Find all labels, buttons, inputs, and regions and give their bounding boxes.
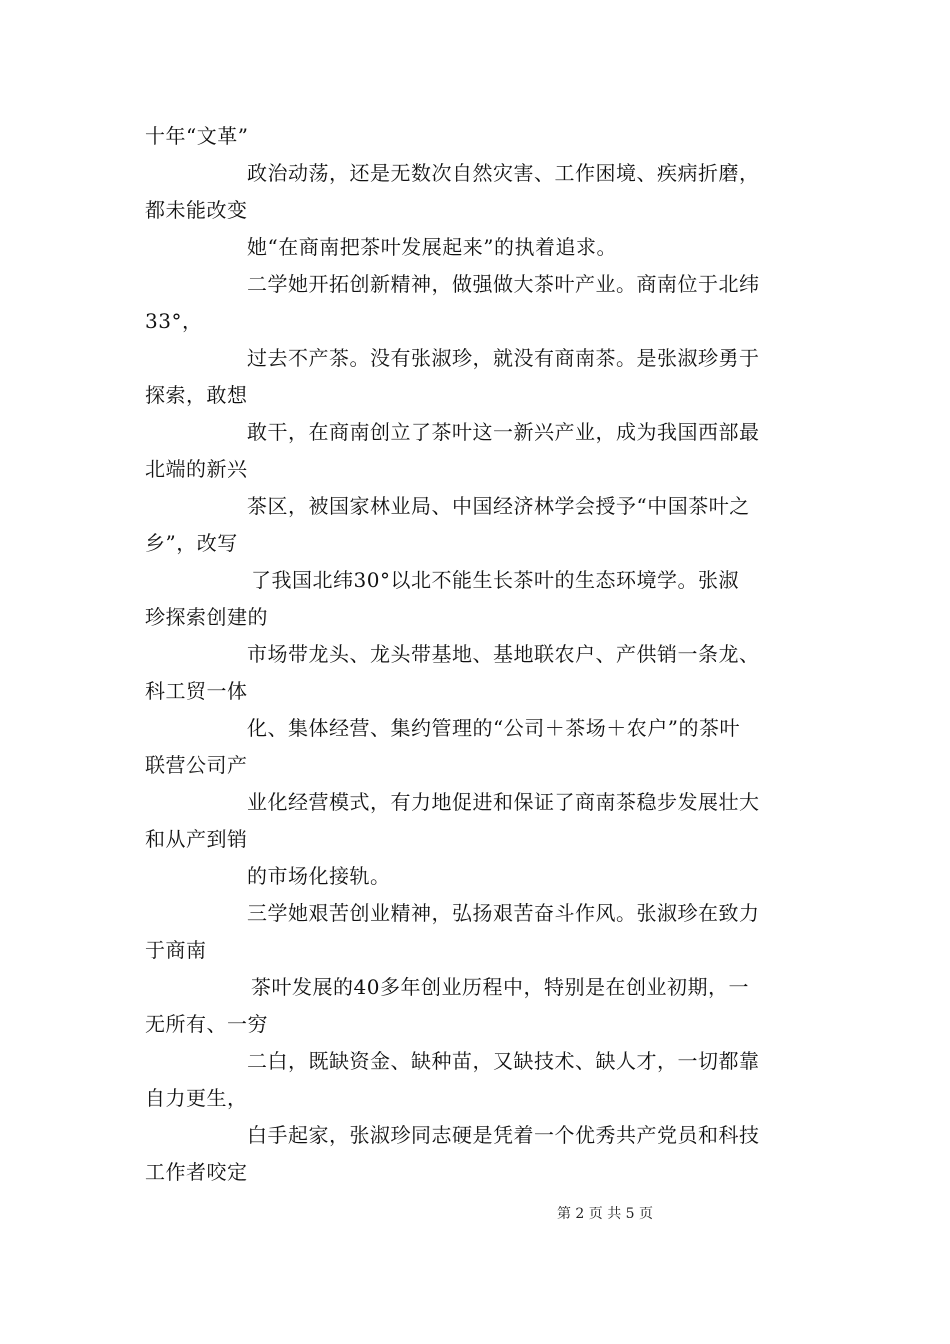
text-line: 珍探索创建的 — [145, 605, 268, 629]
text-line: 无所有、一穷 — [145, 1012, 268, 1036]
text-line: 茶区，被国家林业局、中国经济林学会授予“中国茶叶之 — [247, 494, 750, 518]
text-line: 十年“文革” — [145, 124, 249, 148]
text-line: 敢干，在商南创立了茶叶这一新兴产业，成为我国西部最 — [247, 420, 760, 444]
text-line: 33°， — [145, 309, 203, 333]
text-line: 都未能改变 — [145, 198, 248, 222]
text-line: 三学她艰苦创业精神，弘扬艰苦奋斗作风。张淑珍在致力 — [247, 901, 760, 925]
text-line: 工作者咬定 — [145, 1160, 248, 1184]
text-line: 过去不产茶。没有张淑珍，就没有商南茶。是张淑珍勇于 — [247, 346, 760, 370]
text-line: 和从产到销 — [145, 827, 248, 851]
text-line: 自力更生， — [145, 1086, 248, 1110]
text-line: 科工贸一体 — [145, 679, 248, 703]
text-line: 探索，敢想 — [145, 383, 248, 407]
text-line: 二学她开拓创新精神，做强做大茶叶产业。商南位于北纬 — [247, 272, 760, 296]
text-line: 化、集体经营、集约管理的“公司＋茶场＋农户”的茶叶 — [247, 716, 740, 740]
text-line: 市场带龙头、龙头带基地、基地联农户、产供销一条龙、 — [247, 642, 760, 666]
text-line: 的市场化接轨。 — [247, 864, 391, 888]
text-line: 白手起家，张淑珍同志硬是凭着一个优秀共产党员和科技 — [247, 1123, 760, 1147]
text-line: 联营公司产 — [145, 753, 248, 777]
page-number: 第 2 页 共 5 页 — [556, 1206, 654, 1222]
body-text — [145, 118, 815, 1191]
text-line: 乡”，改写 — [145, 531, 238, 555]
text-line: 政治动荡，还是无数次自然灾害、工作困境、疾病折磨， — [247, 161, 760, 185]
text-line: 她“在商南把茶叶发展起来”的执着追求。 — [247, 235, 617, 259]
text-line: 于商南 — [145, 938, 207, 962]
text-line: 了我国北纬30°以北不能生长茶叶的生态环境学。张淑 — [251, 568, 739, 592]
text-line: 业化经营模式，有力地促进和保证了商南茶稳步发展壮大 — [247, 790, 760, 814]
text-line: 北端的新兴 — [145, 457, 248, 481]
text-line: 二白，既缺资金、缺种苗，又缺技术、缺人才，一切都靠 — [247, 1049, 760, 1073]
text-line: 茶叶发展的40多年创业历程中，特别是在创业初期，一 — [251, 975, 749, 999]
page-footer — [0, 1204, 950, 1224]
